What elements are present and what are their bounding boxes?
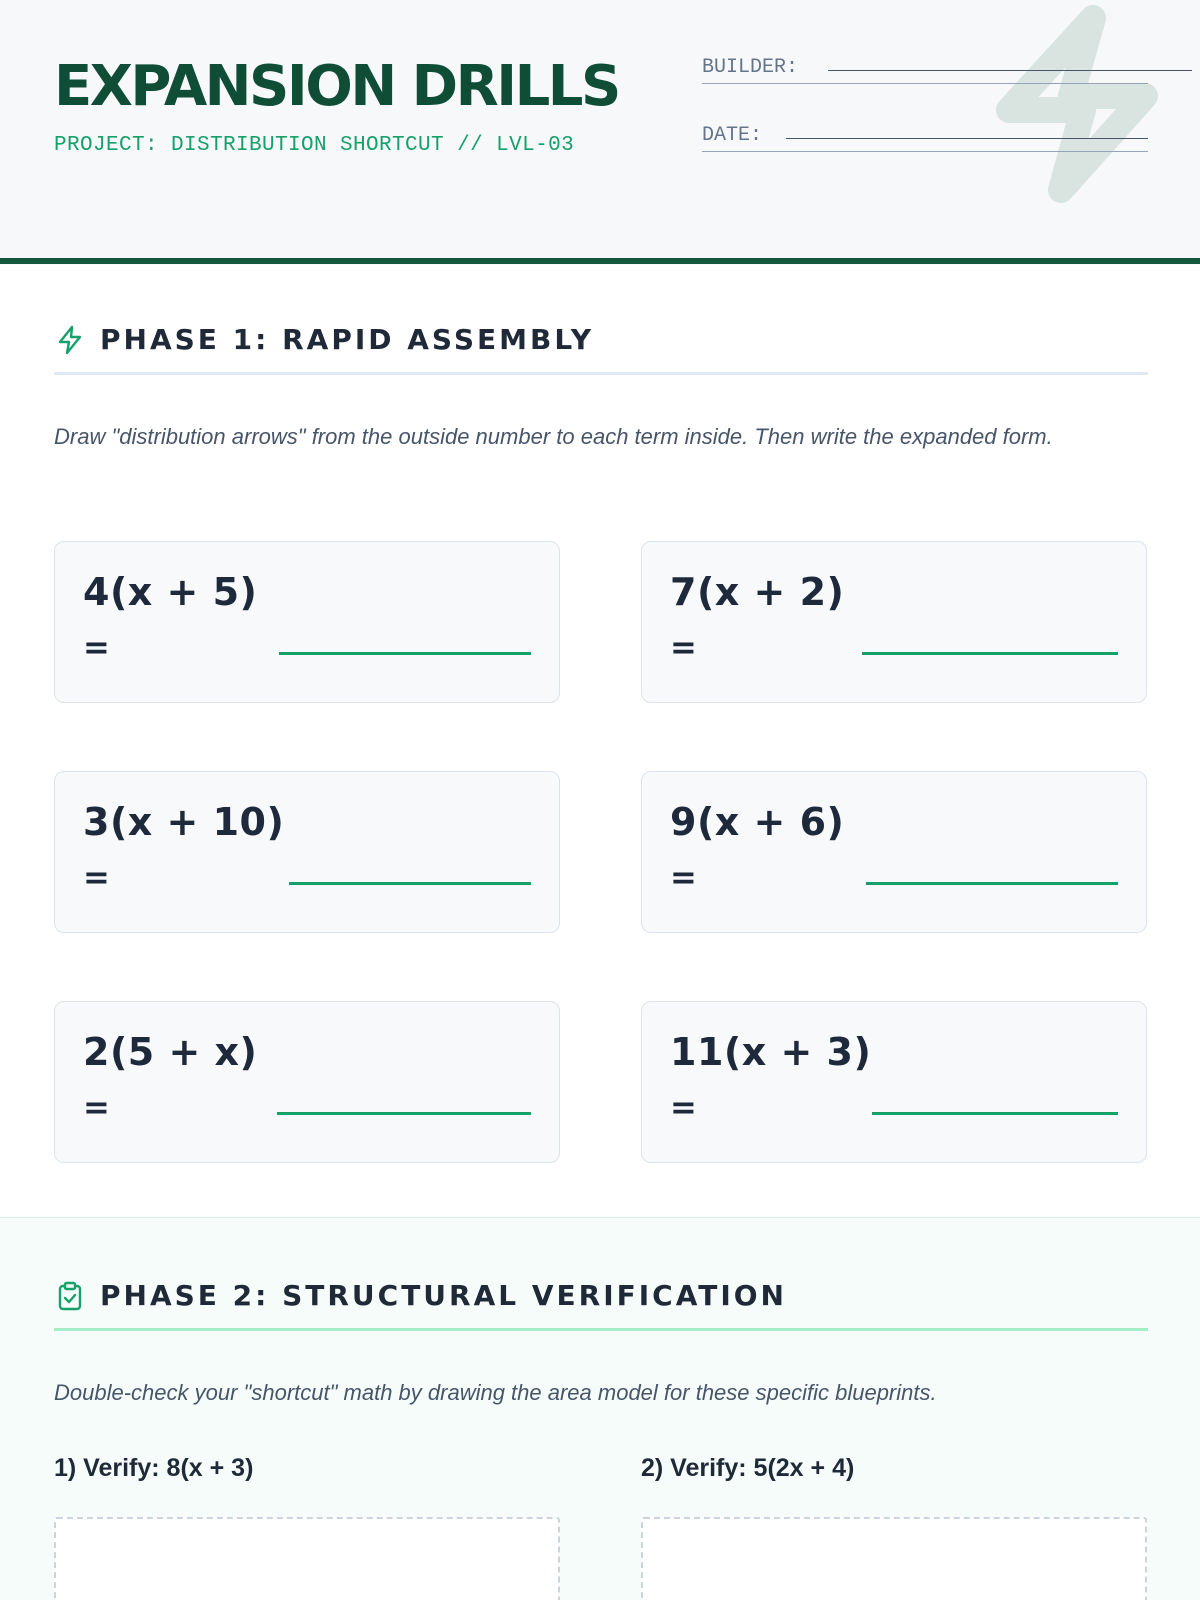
problem-expression: 4(x + 5) [83, 570, 258, 614]
phase2-divider [54, 1328, 1148, 1331]
lightning-bolt-icon [54, 324, 86, 356]
area-model-box[interactable] [641, 1517, 1147, 1600]
lightning-bolt-watermark-icon [985, 0, 1185, 210]
verify-label: 2) Verify: 5(2x + 4) [641, 1454, 855, 1482]
clipboard-check-icon [54, 1280, 86, 1312]
answer-line[interactable] [279, 652, 531, 655]
problem-card [54, 541, 560, 703]
problem-expression: 2(5 + x) [83, 1030, 258, 1074]
answer-line[interactable] [866, 882, 1118, 885]
phase1-heading [54, 320, 1148, 374]
date-field[interactable] [702, 124, 1148, 152]
equals-sign: = [670, 628, 697, 666]
problem-expression: 3(x + 10) [83, 800, 285, 844]
problem-expression: 9(x + 6) [670, 800, 845, 844]
builder-field[interactable] [702, 56, 1148, 84]
equals-sign: = [670, 1088, 697, 1126]
date-write-line[interactable] [786, 138, 1148, 139]
problem-card [641, 771, 1147, 933]
answer-line[interactable] [289, 882, 531, 885]
phase2-instructions: Double-check your "shortcut" math by drawing the area model for these specific blueprints. [54, 1380, 937, 1405]
problem-card [641, 541, 1147, 703]
problem-expression: 7(x + 2) [670, 570, 845, 614]
equals-sign: = [83, 858, 110, 896]
equals-sign: = [83, 628, 110, 666]
worksheet-title: EXPANSION DRILLS [54, 54, 619, 119]
problem-card [641, 1001, 1147, 1163]
worksheet-header [0, 0, 1200, 265]
problem-card [54, 771, 560, 933]
problem-card [54, 1001, 560, 1163]
area-model-box[interactable] [54, 1517, 560, 1600]
phase2-heading [54, 1276, 1148, 1330]
header-divider [0, 258, 1200, 264]
phase1-title: PHASE 1: RAPID ASSEMBLY [100, 323, 595, 356]
equals-sign: = [670, 858, 697, 896]
equals-sign: = [83, 1088, 110, 1126]
date-label: DATE: [702, 124, 763, 147]
answer-line[interactable] [277, 1112, 531, 1115]
phase1-divider [54, 372, 1148, 375]
phase1-instructions: Draw "distribution arrows" from the outside number to each term inside. Then write the expanded form. [54, 424, 1053, 449]
builder-label: BUILDER: [702, 56, 799, 79]
builder-write-line[interactable] [828, 70, 1192, 71]
problem-expression: 11(x + 3) [670, 1030, 872, 1074]
answer-line[interactable] [872, 1112, 1118, 1115]
answer-line[interactable] [862, 652, 1118, 655]
verify-label: 1) Verify: 8(x + 3) [54, 1454, 254, 1482]
project-subtitle: PROJECT: DISTRIBUTION SHORTCUT // LVL-03 [54, 134, 575, 157]
phase2-title: PHASE 2: STRUCTURAL VERIFICATION [100, 1279, 787, 1312]
